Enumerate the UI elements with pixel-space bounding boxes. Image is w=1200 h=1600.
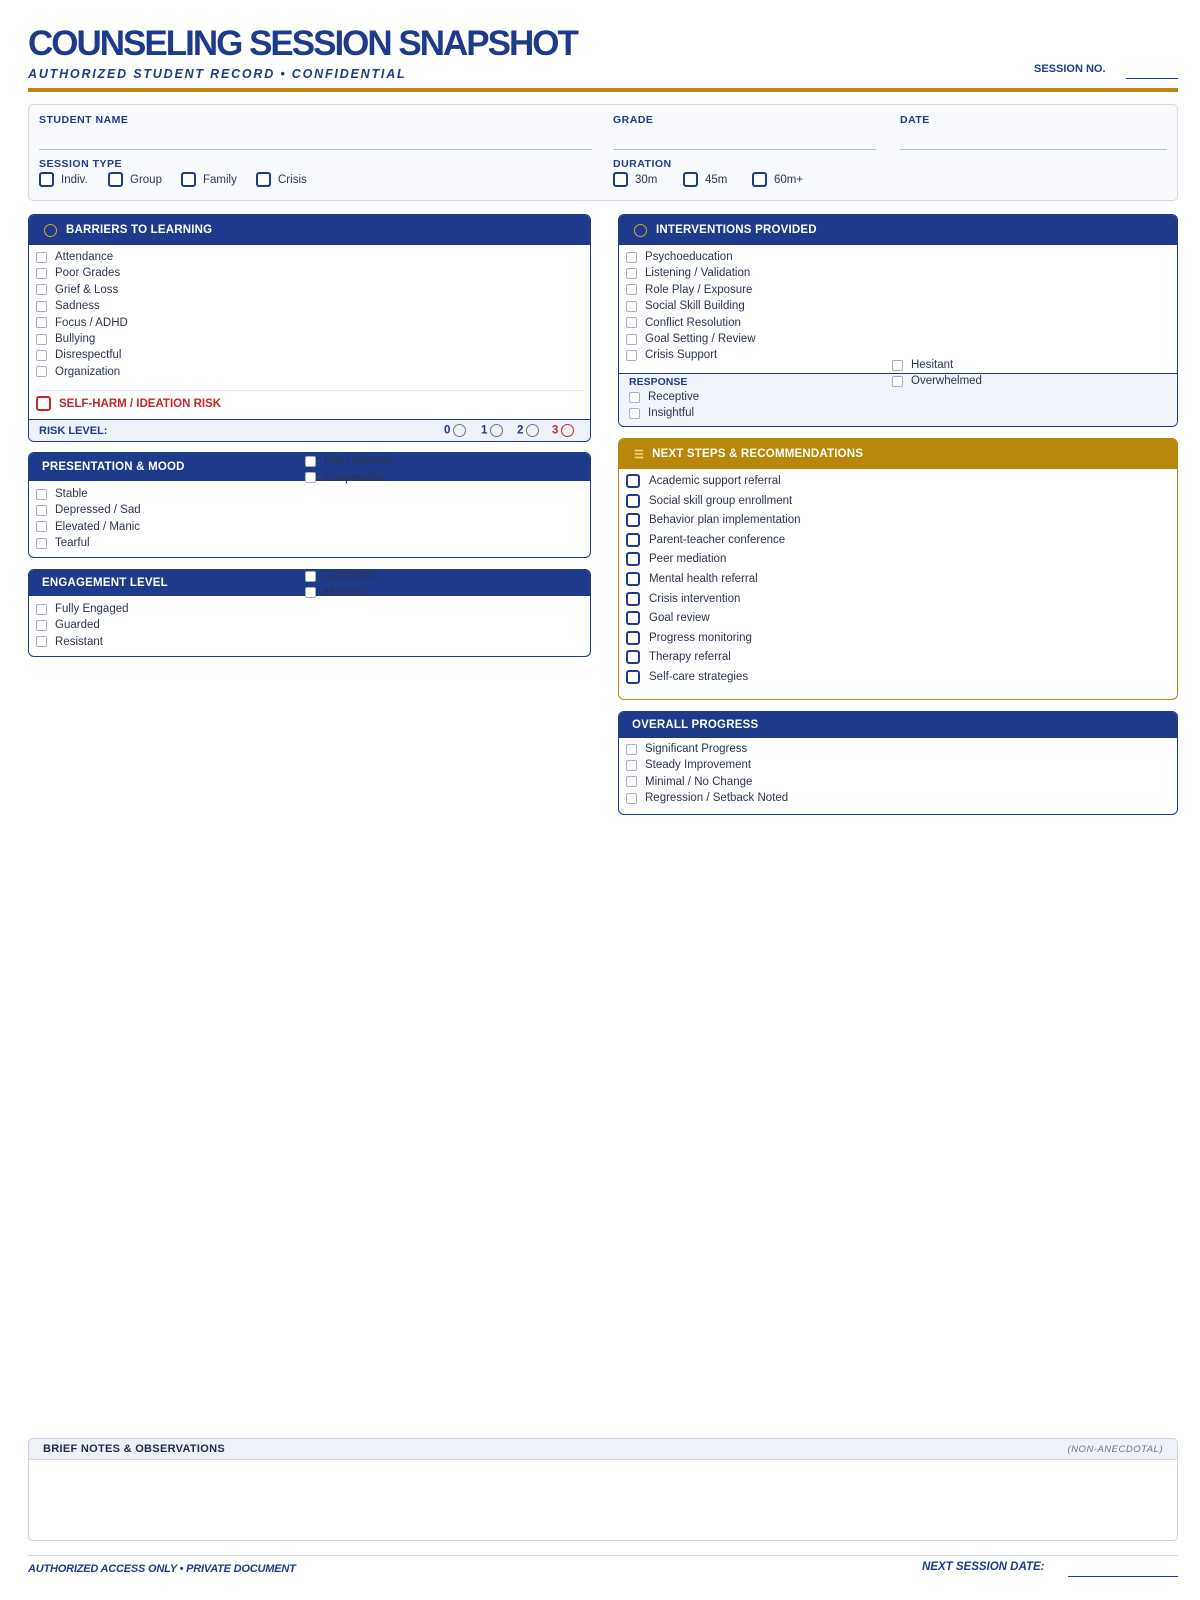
response-label: RESPONSE — [629, 376, 688, 388]
checkbox[interactable] — [626, 670, 640, 684]
date-field[interactable] — [900, 149, 1167, 150]
list-item[interactable]: Attendance — [36, 251, 113, 263]
radio-circle[interactable] — [561, 424, 574, 437]
session-type-group[interactable]: Group — [108, 172, 162, 187]
list-item[interactable]: Goal Setting / Review — [626, 333, 756, 345]
list-item[interactable]: Guarded — [36, 619, 100, 631]
presentation-panel — [28, 452, 591, 558]
checkbox[interactable] — [626, 494, 640, 508]
date-label: DATE — [900, 114, 930, 126]
footer-notice: AUTHORIZED ACCESS ONLY • PRIVATE DOCUMENT — [28, 1563, 296, 1575]
list-item[interactable]: Disrespectful — [36, 349, 121, 361]
list-item[interactable]: Crisis Support — [626, 349, 717, 361]
checkbox[interactable] — [752, 172, 767, 187]
checkbox[interactable] — [36, 521, 47, 532]
grade-label: GRADE — [613, 114, 654, 126]
list-item[interactable]: Insightful — [629, 407, 694, 419]
engagement-panel — [28, 569, 591, 657]
interventions-panel — [618, 214, 1178, 427]
session-type-label: SESSION TYPE — [39, 158, 123, 170]
checkbox[interactable] — [36, 366, 47, 377]
list-item[interactable]: Overwhelmed — [892, 375, 982, 387]
list-item[interactable]: Organization — [36, 366, 120, 378]
checkbox[interactable] — [36, 284, 47, 295]
checkbox[interactable] — [626, 252, 637, 263]
barriers-header: BARRIERS TO LEARNING — [29, 215, 590, 245]
checkbox[interactable] — [181, 172, 196, 187]
checkbox[interactable] — [626, 301, 637, 312]
list-item[interactable]: Peer mediation — [626, 552, 726, 566]
checkbox[interactable] — [629, 392, 640, 403]
list-item[interactable]: Behavior plan implementation — [626, 513, 801, 527]
list-item[interactable]: Mental health referral — [626, 572, 758, 586]
list-item[interactable]: Psychoeducation — [626, 251, 733, 263]
checkbox[interactable] — [305, 472, 316, 483]
checkbox[interactable] — [683, 172, 698, 187]
shield-icon — [44, 224, 57, 237]
session-no-label: SESSION NO. — [1034, 63, 1106, 75]
self-harm-risk-option[interactable]: SELF-HARM / IDEATION RISK — [36, 396, 221, 411]
list-item[interactable]: Focus / ADHD — [36, 317, 128, 329]
page-subtitle: AUTHORIZED STUDENT RECORD • CONFIDENTIAL — [28, 67, 407, 81]
list-item[interactable]: Stable — [36, 488, 88, 500]
checkbox[interactable] — [36, 268, 47, 279]
checkbox[interactable] — [36, 396, 51, 411]
list-item[interactable]: Self-care strategies — [626, 670, 748, 684]
checkbox[interactable] — [36, 301, 47, 312]
list-item[interactable]: Minimal / No Change — [626, 776, 752, 788]
list-item[interactable]: Parent-teacher conference — [626, 533, 785, 547]
session-no-field[interactable] — [1126, 78, 1178, 79]
checkbox[interactable] — [626, 284, 637, 295]
list-item[interactable]: Tearful — [36, 537, 90, 549]
list-item[interactable]: Goal review — [626, 611, 710, 625]
checklist-icon: ☰ — [634, 448, 645, 461]
checkbox[interactable] — [626, 572, 640, 586]
notes-tag: (NON-ANECDOTAL) — [1067, 1443, 1163, 1455]
list-item[interactable]: Bullying — [36, 333, 95, 345]
next-session-date-label: NEXT SESSION DATE: — [922, 1561, 1045, 1573]
checkbox[interactable] — [626, 552, 640, 566]
list-item[interactable]: Significant Progress — [626, 743, 747, 755]
response-section — [619, 359, 1177, 426]
notes-textarea[interactable] — [29, 1460, 1177, 1540]
list-item[interactable]: Steady Improvement — [626, 759, 751, 771]
list-item[interactable]: Social skill group enrollment — [626, 494, 792, 508]
progress-panel — [618, 711, 1178, 815]
list-item[interactable]: Regression / Setback Noted — [626, 792, 788, 804]
list-item[interactable]: Hesitant — [892, 359, 953, 371]
page-title: COUNSELING SESSION SNAPSHOT — [28, 24, 577, 63]
checkbox[interactable] — [36, 538, 47, 549]
checkbox[interactable] — [626, 533, 640, 547]
progress-header: OVERALL PROGRESS — [619, 712, 1177, 738]
next-steps-panel — [618, 438, 1178, 700]
footer-divider — [28, 1555, 1178, 1556]
list-item[interactable]: Receptive — [629, 391, 699, 403]
checkbox[interactable] — [626, 268, 637, 279]
checkbox[interactable] — [305, 587, 316, 598]
list-item[interactable]: Sadness — [36, 300, 100, 312]
session-type-crisis[interactable]: Crisis — [256, 172, 307, 187]
list-item[interactable]: Role Play / Exposure — [626, 284, 752, 296]
checkbox[interactable] — [305, 456, 316, 467]
risk-level-1[interactable]: 1 — [481, 424, 503, 437]
checkbox[interactable] — [892, 376, 903, 387]
student-name-label: STUDENT NAME — [39, 114, 129, 126]
checkbox[interactable] — [36, 317, 47, 328]
list-item[interactable]: Listening / Validation — [626, 267, 750, 279]
list-item[interactable]: Depressed / Sad — [36, 504, 141, 516]
check-shield-icon — [634, 224, 647, 237]
list-item[interactable]: Poor Grades — [36, 267, 120, 279]
list-item[interactable]: Academic support referral — [626, 474, 781, 488]
checkbox[interactable] — [626, 776, 637, 787]
next-session-date-field[interactable] — [1068, 1576, 1178, 1577]
checkbox[interactable] — [36, 489, 47, 500]
checkbox[interactable] — [626, 350, 637, 361]
checkbox[interactable] — [626, 474, 640, 488]
list-item[interactable]: Crisis intervention — [626, 592, 740, 606]
checkbox[interactable] — [36, 620, 47, 631]
next-steps-header: ☰ NEXT STEPS & RECOMMENDATIONS — [619, 439, 1177, 469]
checkbox[interactable] — [613, 172, 628, 187]
duration-60m[interactable]: 60m+ — [752, 172, 803, 187]
checkbox[interactable] — [626, 793, 637, 804]
checkbox[interactable] — [39, 172, 54, 187]
list-item[interactable]: Minimal — [305, 587, 364, 599]
list-item[interactable]: Conflict Resolution — [626, 317, 741, 329]
list-item[interactable]: Progress monitoring — [626, 631, 752, 645]
list-item[interactable]: Distracted — [305, 570, 376, 582]
checkbox[interactable] — [626, 650, 640, 664]
session-type-indiv[interactable]: Indiv. — [39, 172, 88, 187]
student-name-field[interactable] — [39, 149, 592, 150]
checkbox[interactable] — [626, 317, 637, 328]
duration-label: DURATION — [613, 158, 672, 170]
checkbox[interactable] — [626, 744, 637, 755]
checkbox[interactable] — [305, 571, 316, 582]
student-info-box — [28, 104, 1178, 201]
session-type-family[interactable]: Family — [181, 172, 237, 187]
presentation-header: PRESENTATION & MOOD — [29, 453, 590, 481]
list-item[interactable]: Cooperative — [305, 472, 386, 484]
checkbox[interactable] — [626, 631, 640, 645]
checkbox[interactable] — [108, 172, 123, 187]
duration-45m[interactable]: 45m — [683, 172, 727, 187]
checkbox[interactable] — [626, 592, 640, 606]
checkbox[interactable] — [626, 760, 637, 771]
list-item[interactable]: Resistant — [36, 636, 103, 648]
checkbox[interactable] — [36, 334, 47, 345]
grade-field[interactable] — [613, 149, 876, 150]
risk-level-2[interactable]: 2 — [517, 424, 539, 437]
checkbox[interactable] — [629, 408, 640, 419]
checkbox[interactable] — [626, 611, 640, 625]
radio-circle[interactable] — [490, 424, 503, 437]
checkbox[interactable] — [626, 513, 640, 527]
notes-box — [28, 1438, 1178, 1541]
checkbox[interactable] — [256, 172, 271, 187]
checkbox[interactable] — [892, 360, 903, 371]
checkbox[interactable] — [36, 350, 47, 361]
risk-level-bar — [29, 419, 590, 442]
checkbox[interactable] — [36, 505, 47, 516]
radio-circle[interactable] — [453, 424, 466, 437]
notes-title: BRIEF NOTES & OBSERVATIONS — [43, 1443, 225, 1455]
radio-circle[interactable] — [526, 424, 539, 437]
interventions-header: INTERVENTIONS PROVIDED — [619, 215, 1177, 245]
barriers-panel — [28, 214, 591, 442]
checkbox[interactable] — [626, 334, 637, 345]
checkbox[interactable] — [36, 636, 47, 647]
checkbox[interactable] — [36, 252, 47, 263]
list-item[interactable]: Grief & Loss — [36, 284, 118, 296]
list-item[interactable]: Therapy referral — [626, 650, 731, 664]
notes-header — [29, 1439, 1177, 1460]
risk-level-0[interactable]: 0 — [444, 424, 466, 437]
list-item[interactable]: Flat / Blunted — [305, 455, 392, 467]
list-item[interactable]: Social Skill Building — [626, 300, 745, 312]
header-divider — [28, 88, 1178, 92]
risk-level-3[interactable]: 3 — [552, 424, 574, 437]
divider — [35, 390, 584, 391]
checkbox[interactable] — [36, 604, 47, 615]
risk-level-label: RISK LEVEL: — [39, 425, 108, 437]
engagement-header: ENGAGEMENT LEVEL — [29, 570, 590, 596]
list-item[interactable]: Fully Engaged — [36, 603, 129, 615]
list-item[interactable]: Elevated / Manic — [36, 521, 140, 533]
duration-30m[interactable]: 30m — [613, 172, 657, 187]
